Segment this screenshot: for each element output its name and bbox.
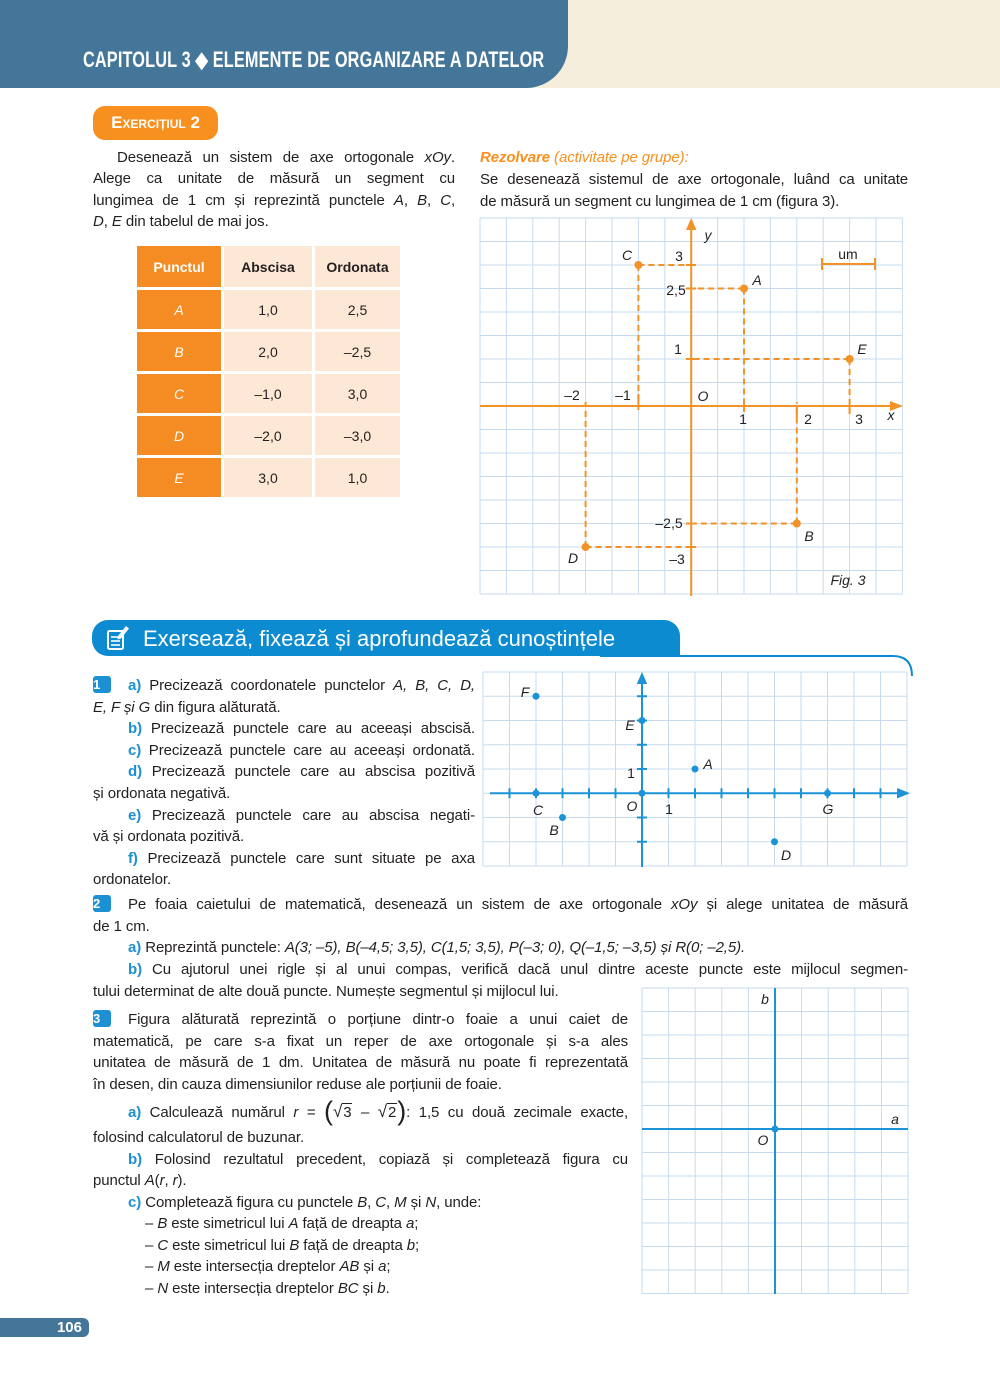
figure-caption: Fig. 3 — [830, 572, 866, 588]
text-line — [93, 959, 908, 981]
text-line — [93, 916, 908, 938]
y-tick-label: –3 — [669, 551, 685, 567]
text-run: Precizează punctele care au abscisa pozitivă — [141, 763, 475, 781]
point-a — [692, 766, 699, 773]
unit-segment-label: um — [838, 246, 858, 262]
text-run: și — [359, 1258, 379, 1275]
exercise-1-text — [93, 675, 475, 891]
cell-ordinate: –3,0 — [315, 416, 400, 455]
italic-run: C — [157, 1236, 169, 1254]
text-line — [93, 718, 475, 740]
subpoint-label: f) — [128, 849, 138, 867]
italic-run: E, F și G — [93, 698, 151, 716]
formula-paren: ( — [324, 1096, 333, 1126]
text-run: Pe foaia caietului de matematică, desenează un sistem de axe ortogonale — [128, 896, 672, 913]
x-unit-label: 1 — [665, 801, 673, 817]
subpoint-label: b) — [128, 1150, 142, 1168]
text-run: este intersecția dreptelor — [169, 1258, 340, 1275]
point-d — [582, 543, 590, 551]
italic-run: A(3; –5), B(–4,5; 3,5), C(1,5; 3,5), P(–3; 0), Q(–1,5; –3,5) și R(0; –2,5). — [284, 939, 746, 957]
point-label-a: A — [752, 272, 762, 288]
text-run: ( — [154, 1172, 160, 1189]
point-label-c: C — [621, 247, 633, 263]
cell-ordinate: 1,0 — [315, 458, 400, 497]
axis-label-y: y — [704, 227, 712, 243]
cell-point: A — [137, 290, 221, 329]
column-header-ordinate: Ordonata — [315, 246, 400, 287]
text-line — [93, 190, 455, 211]
text-run: față de dreapta — [299, 1236, 407, 1254]
italic-run: A — [288, 1215, 299, 1232]
text-line — [93, 1235, 628, 1257]
text-line — [93, 937, 908, 959]
text-line — [93, 869, 475, 891]
text-line — [480, 169, 908, 191]
text-run: și ordonata negativă. — [93, 784, 231, 802]
y-tick-label: 1 — [674, 341, 682, 357]
text-run: , — [103, 212, 112, 230]
text-line — [93, 740, 475, 762]
subpoint-label: c) — [128, 741, 142, 759]
exercise-badge: Exercițiul 2 — [93, 106, 218, 140]
exercise-3-text — [93, 1009, 628, 1299]
italic-run: b — [377, 1279, 386, 1297]
text-line — [93, 1256, 628, 1278]
text-run: – — [145, 1258, 158, 1275]
cell-abscissa: –2,0 — [224, 416, 312, 455]
text-line — [93, 783, 475, 805]
italic-run: r — [159, 1172, 165, 1189]
text-line — [93, 1149, 628, 1171]
x-tick-label: –1 — [615, 387, 631, 403]
subpoint-label: a) — [128, 939, 142, 957]
point-o — [639, 790, 646, 797]
page-number: 106 — [56, 1319, 82, 1336]
text-run: Precizează punctele care au aceeași abscisă. — [141, 720, 475, 738]
text-line — [93, 894, 908, 916]
solution-block — [480, 147, 908, 213]
italic-run: E — [111, 212, 122, 230]
text-run: folosind calculatorul de buzunar. — [93, 1129, 305, 1146]
point-label-b: B — [804, 528, 814, 544]
solution-title-bold: Rezolvare — [480, 149, 550, 166]
text-run: ; — [415, 1236, 420, 1254]
formula-equals: = — [298, 1104, 325, 1121]
italic-run: C — [375, 1193, 387, 1211]
table-row — [137, 458, 400, 497]
text-run: , — [367, 1193, 376, 1211]
solution-title — [480, 147, 908, 169]
x-tick-label: 1 — [739, 411, 747, 427]
italic-run: C — [440, 191, 451, 209]
point-d — [771, 838, 778, 845]
axis-label-x: x — [887, 407, 895, 423]
origin-label: O — [757, 1132, 769, 1148]
text-run: Precizează coordonatele punctelor — [141, 677, 394, 694]
text-line — [93, 697, 475, 719]
cell-abscissa: 3,0 — [224, 458, 312, 497]
chapter-header-band — [0, 0, 568, 88]
point-label-e: E — [857, 341, 867, 357]
point-e — [846, 355, 854, 363]
radical-icon: √ — [332, 1102, 343, 1121]
exercise-1-coordinate-plot — [483, 672, 907, 867]
cell-ordinate: –2,5 — [315, 332, 400, 371]
radicand: 2 — [387, 1104, 397, 1121]
cell-point: B — [137, 332, 221, 371]
point-label-b: B — [549, 822, 559, 838]
table-row — [137, 374, 400, 413]
text-line — [93, 1074, 628, 1096]
text-run: este simetricul lui — [167, 1215, 289, 1232]
text-line — [93, 1192, 628, 1214]
point-c — [634, 261, 642, 269]
point-label-f: F — [520, 684, 530, 700]
text-run: din figura alăturată. — [150, 698, 281, 716]
point-o — [772, 1126, 779, 1133]
formula-paren: ) — [397, 1096, 407, 1126]
text-run: ). — [177, 1172, 187, 1189]
italic-run: xOy — [671, 896, 698, 913]
italic-run: r — [172, 1172, 178, 1189]
cell-abscissa: 1,0 — [224, 290, 312, 329]
italic-run: M — [394, 1193, 407, 1211]
formula — [293, 1096, 440, 1126]
text-run: Precizează punctele care au abscisa negati- — [141, 806, 475, 824]
line-b-label: b — [761, 991, 769, 1007]
italic-run: a — [405, 1215, 415, 1232]
practice-section-title: Exersează, fixează și aprofundează cunoștințele — [143, 626, 616, 651]
text-run: și — [358, 1279, 378, 1297]
point-label-d: D — [780, 847, 792, 863]
text-run: ordonatelor. — [93, 871, 172, 889]
italic-run: N — [425, 1193, 437, 1211]
cell-ordinate: 2,5 — [315, 290, 400, 329]
subpoint-label: d) — [128, 763, 142, 781]
text-line — [93, 147, 455, 168]
text-run: cu două zecimale exacte, — [439, 1104, 629, 1121]
text-line — [93, 848, 475, 870]
italic-run: A — [144, 1172, 155, 1189]
italic-run: B — [157, 1215, 168, 1232]
text-run: Reprezintă punctele: — [141, 939, 285, 957]
text-line — [93, 826, 475, 848]
solution-title-rest: (activitate pe grupe): — [549, 149, 689, 166]
point-label-d: D — [567, 550, 579, 566]
exercise-statement — [93, 147, 455, 232]
x-tick-label: 3 — [855, 411, 863, 427]
table-row — [137, 332, 400, 371]
text-run: – — [145, 1279, 158, 1297]
cell-point: E — [137, 458, 221, 497]
text-line — [93, 761, 475, 783]
origin-label: O — [626, 798, 638, 814]
text-run: Calculează numărul — [141, 1104, 294, 1121]
chapter-title: CAPITOLUL 3 ◆ ELEMENTE DE ORGANIZARE A DATELOR — [83, 47, 545, 72]
cell-point: D — [137, 416, 221, 455]
text-line — [480, 191, 908, 213]
text-run: , — [450, 191, 456, 209]
text-line — [93, 675, 475, 697]
subpoint-label: a) — [128, 1104, 142, 1121]
text-run: , — [426, 191, 441, 209]
cell-abscissa: –1,0 — [224, 374, 312, 413]
text-line — [93, 168, 455, 189]
exercise-number-badge: 3 — [93, 1010, 111, 1027]
italic-run: A, B, C, D, — [393, 677, 475, 694]
text-run: . — [385, 1279, 390, 1297]
text-run: și alege unitatea de măsură — [697, 896, 908, 913]
italic-run: N — [157, 1279, 169, 1297]
cell-point: C — [137, 374, 221, 413]
text-run: de măsură un segment cu lungimea de 1 cm (figura 3). — [480, 193, 840, 210]
column-header-point: Punctul — [137, 246, 221, 287]
text-line — [93, 1052, 628, 1074]
text-line — [93, 1213, 628, 1235]
text-run: . — [450, 149, 455, 166]
exercise-2-text — [93, 894, 908, 1002]
text-run: în desen, din cauza dimensiunilor reduse ale porțiunii de foaie. — [93, 1075, 502, 1093]
text-line — [93, 1278, 628, 1300]
subpoint-label: b) — [128, 720, 142, 738]
italic-run: b — [406, 1236, 416, 1254]
text-run: punctul — [93, 1172, 145, 1189]
text-run: de 1 cm. — [93, 917, 150, 935]
text-run: , — [403, 191, 418, 209]
italic-run: A — [393, 191, 404, 209]
text-run: – — [145, 1215, 158, 1232]
text-line — [93, 1095, 628, 1127]
cell-ordinate: 3,0 — [315, 374, 400, 413]
solution-text — [480, 169, 908, 213]
column-header-abscissa: Abscisa — [224, 246, 312, 287]
point-e — [639, 717, 646, 724]
table-row — [137, 416, 400, 455]
coordinates-table — [134, 243, 403, 500]
table-row — [137, 290, 400, 329]
text-run: ; — [386, 1258, 391, 1275]
x-tick-label: 2 — [804, 411, 812, 427]
y-tick-label: 3 — [675, 248, 683, 264]
text-line — [93, 1009, 628, 1031]
text-run: Desenează un sistem de axe ortogonale — [117, 149, 425, 166]
text-run: Cu ajutorul unei rigle și al unui compas, verifică dacă unul dintre aceste puncte este mijlocul segmen- — [141, 961, 908, 979]
y-tick-label: –2,5 — [655, 515, 683, 531]
text-run: Se desenează sistemul de axe ortogonale, luând ca unitate — [480, 171, 908, 188]
text-line — [93, 1127, 628, 1149]
point-a — [740, 285, 748, 293]
text-run: Completează figura cu punctele — [141, 1193, 358, 1211]
subpoint-label: a) — [128, 677, 142, 694]
text-run: matematică, pe care s-a fixat un reper de axe ortogonale și s-a ales — [93, 1032, 628, 1050]
text-run: – — [145, 1236, 158, 1254]
formula-operator: – — [352, 1104, 378, 1121]
text-run: , unde: — [436, 1193, 482, 1211]
italic-run: xOy — [424, 149, 451, 166]
text-line — [93, 1031, 628, 1053]
italic-run: B — [417, 191, 427, 209]
y-axis-arrow-icon — [686, 218, 696, 230]
text-run: vă și ordonata pozitivă. — [93, 828, 245, 846]
point-label-a: A — [703, 756, 713, 772]
text-run: unitatea de măsură de 1 dm. Unitatea de măsură nu poate fi reprezentată — [93, 1054, 628, 1071]
x-axis-arrow-icon — [897, 788, 910, 799]
text-run: față de dreapta — [298, 1215, 406, 1232]
text-line — [93, 1170, 628, 1192]
text-run: Alege ca unitate de măsură un segment cu — [93, 170, 455, 188]
text-run: din tabelul de mai jos. — [121, 212, 269, 230]
table-header-row — [137, 246, 400, 287]
italic-run: D — [93, 212, 104, 230]
figure-3-coordinate-plot — [480, 218, 904, 596]
formula-tail: : 1,5 — [406, 1104, 440, 1121]
y-axis-arrow-icon — [637, 672, 647, 684]
points-layer — [772, 1126, 779, 1133]
origin-label: O — [697, 388, 709, 404]
text-run: Precizează punctele care sunt situate pe axa — [137, 849, 475, 867]
point-b — [793, 520, 801, 528]
italic-run: M — [157, 1258, 170, 1275]
italic-run: a — [378, 1258, 387, 1275]
text-run: este intersecția dreptelor — [168, 1279, 338, 1297]
text-run: și — [406, 1193, 426, 1211]
point-b — [559, 814, 566, 821]
point-f — [533, 693, 540, 700]
subpoint-label: c) — [128, 1193, 142, 1211]
text-run: tului determinat de alte două puncte. Numește segmentul și mijlocul lui. — [93, 982, 559, 1000]
subpoint-label: b) — [128, 961, 142, 979]
italic-run: B — [357, 1193, 368, 1211]
point-label-e: E — [625, 717, 635, 733]
exercise-number-badge: 2 — [93, 895, 111, 912]
text-run: lungimea de 1 cm și reprezintă punctele — [93, 191, 394, 209]
text-run: , — [164, 1172, 173, 1189]
radical-icon: √ — [377, 1102, 387, 1121]
text-run: ; — [414, 1215, 419, 1232]
point-c — [533, 790, 540, 797]
text-run: Folosind rezultatul precedent, copiază și completează figura cu — [141, 1150, 628, 1168]
x-tick-label: –2 — [564, 387, 580, 403]
y-tick-label: 2,5 — [666, 282, 686, 298]
y-unit-label: 1 — [627, 765, 635, 781]
text-run: Precizează punctele care au aceeași ordonată. — [141, 741, 475, 759]
text-run: , — [386, 1193, 395, 1211]
italic-run: BC — [337, 1279, 359, 1297]
formula-variable: r — [293, 1104, 299, 1121]
exercise-number-badge: 1 — [93, 676, 111, 693]
italic-run: B — [289, 1236, 300, 1254]
point-label-g: G — [822, 801, 834, 817]
subpoint-label: e) — [128, 806, 142, 824]
text-line — [93, 211, 455, 232]
point-label-c: C — [532, 802, 544, 818]
notepad-pencil-icon — [106, 624, 130, 652]
exercise-3-grid-figure — [642, 988, 908, 1294]
point-g — [824, 790, 831, 797]
text-line — [93, 805, 475, 827]
cell-abscissa: 2,0 — [224, 332, 312, 371]
text-run: Figura alăturată reprezintă o porțiune dintr-o foaie a unui caiet de — [128, 1011, 628, 1028]
italic-run: AB — [339, 1258, 360, 1275]
text-run: este simetricul lui — [168, 1236, 290, 1254]
line-a-label: a — [891, 1111, 899, 1127]
radicand: 3 — [343, 1104, 352, 1121]
